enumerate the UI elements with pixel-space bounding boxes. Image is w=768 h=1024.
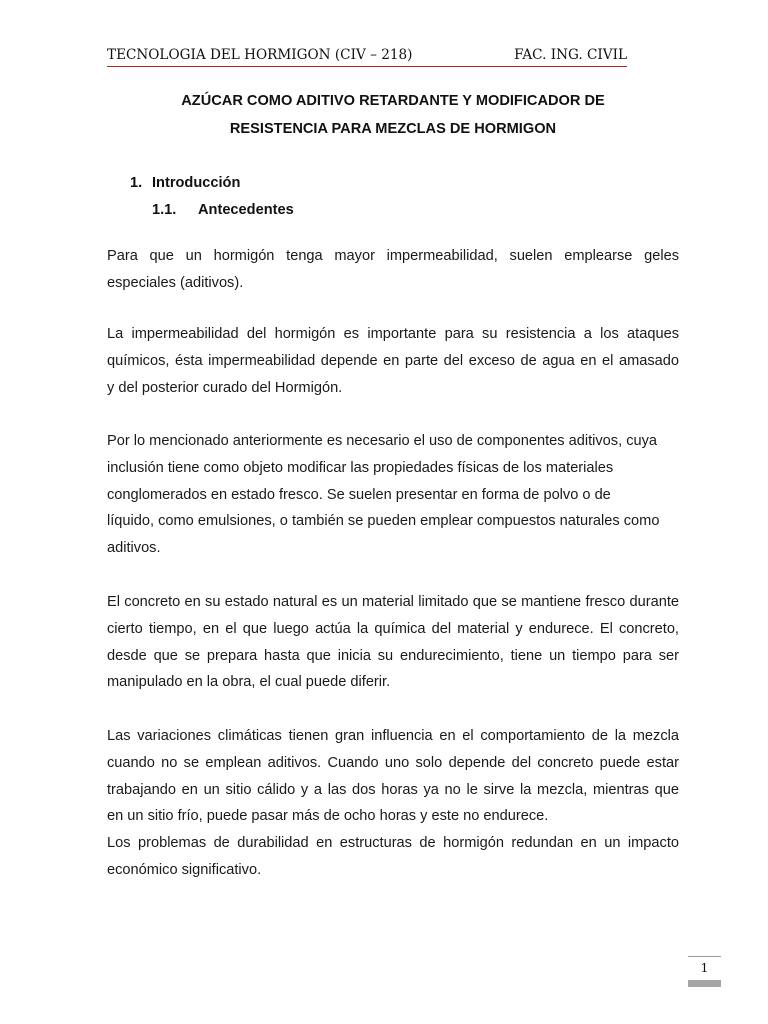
paragraph-line: Las variaciones climáticas tienen gran influencia en el comportamiento de la mezcla	[107, 728, 679, 744]
page-number-bar	[688, 980, 721, 987]
paragraph-line: aditivos.	[107, 540, 161, 557]
subsection-number: 1.1.	[152, 202, 177, 218]
paragraph	[107, 321, 679, 401]
paragraph-line: y del posterior curado del Hormigón.	[107, 379, 343, 396]
paragraph-line: líquido, como emulsiones, o también se pueden emplear compuestos naturales como	[107, 513, 660, 530]
paragraph-line: químicos, ésta impermeabilidad depende en parte del exceso de agua en el amasado	[107, 352, 679, 369]
subsection-label: Antecedentes	[198, 202, 294, 218]
paragraph	[107, 243, 679, 297]
paragraph-line: Los problemas de durabilidad en estructuras de hormigón redundan en un impacto	[107, 835, 679, 851]
paragraph-line: manipulado en la obra, el cual puede diferir.	[107, 674, 391, 691]
paragraph-line: cierto tiempo, en el que luego actúa la química del material y endurece. El concreto,	[107, 620, 679, 637]
document-title-line-2: RESISTENCIA PARA MEZCLAS DE HORMIGON	[229, 121, 557, 137]
paragraph-line: Para que un hormigón tenga mayor impermeabilidad, suelen emplearse geles	[107, 248, 679, 264]
paragraph-line: Por lo mencionado anteriormente es necesario el uso de componentes aditivos, cuya	[107, 433, 658, 449]
subsection-heading	[152, 201, 294, 219]
document-title-line-1: AZÚCAR COMO ADITIVO RETARDANTE Y MODIFICADOR DE	[181, 93, 605, 109]
paragraph-line: desde que se prepara hasta que inicia su endurecimiento, tiene un tiempo para ser	[107, 647, 679, 664]
page-number-rule	[688, 956, 721, 957]
page-number-box	[688, 956, 721, 988]
section-number: 1.	[130, 175, 143, 191]
section-label: Introducción	[152, 175, 241, 191]
header-course: TECNOLOGIA DEL HORMIGON (CIV – 218)	[107, 47, 413, 63]
running-header	[107, 46, 627, 67]
paragraph-line: económico significativo.	[107, 861, 262, 878]
paragraph	[107, 589, 679, 696]
paragraph-line: cuando no se emplean aditivos. Cuando uno solo depende del concreto puede estar	[107, 754, 679, 771]
header-faculty: FAC. ING. CIVIL	[514, 47, 627, 63]
paragraph-line: El concreto en su estado natural es un material limitado que se mantiene fresco durante	[107, 594, 679, 610]
paragraph-line: en un sitio frío, puede pasar más de ocho horas y este no endurece.	[107, 808, 549, 825]
paragraph-line: conglomerados en estado fresco. Se suelen presentar en forma de polvo o de	[107, 486, 611, 503]
paragraph-line: La impermeabilidad del hormigón es importante para su resistencia a los ataques	[107, 326, 679, 342]
paragraph-line: trabajando en un sitio cálido y a las dos horas ya no le sirve la mezcla, mientras que	[107, 781, 679, 798]
section-heading	[130, 174, 240, 192]
page-number: 1	[700, 960, 709, 975]
paragraph	[107, 723, 679, 830]
paragraph-line: especiales (aditivos).	[107, 274, 244, 291]
paragraph	[107, 428, 679, 562]
paragraph-line: inclusión tiene como objeto modificar las propiedades físicas de los materiales	[107, 459, 614, 476]
paragraph	[107, 830, 679, 884]
